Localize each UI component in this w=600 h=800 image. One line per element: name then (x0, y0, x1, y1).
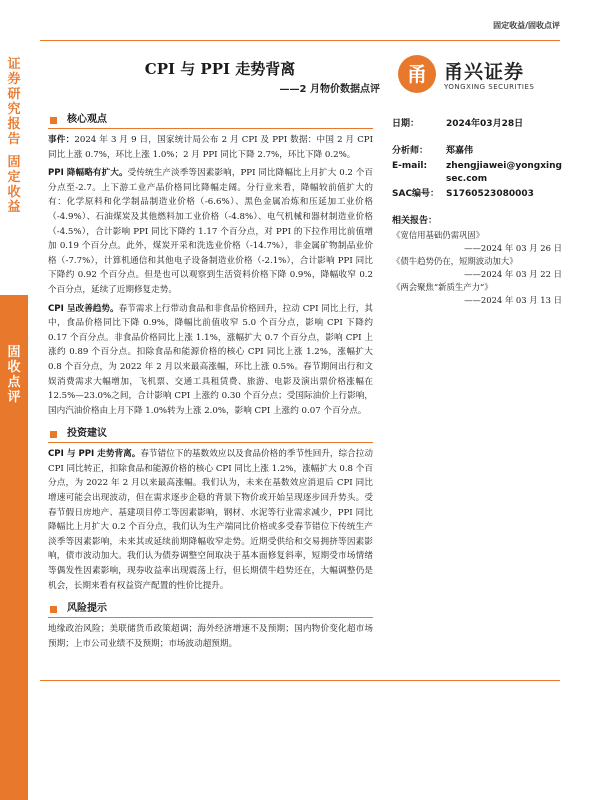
square-bullet-icon (50, 117, 57, 124)
related-report-date: ——2024 年 03 月 13 日 (464, 294, 562, 305)
square-bullet-icon (50, 431, 57, 438)
paragraph (48, 622, 373, 651)
related-report-title: 《宽信用基础仍需巩固》 (392, 230, 485, 240)
section-heading-label: 核心观点 (67, 113, 107, 125)
section-heading-label: 投资建议 (67, 427, 107, 439)
paragraph-text: 地缘政治风险；美联储货币政策超调；海外经济增速不及预期；国内物价变化超市场预期；上市公司业绩不及预期；市场波动超预期。 (48, 624, 373, 649)
paragraph-lead: CPI 与 PPI 走势背离。 (48, 449, 141, 460)
analyst-value: 郑嘉伟 (446, 146, 474, 156)
sidebar-label-research: 证券研究报告 (7, 57, 21, 147)
sidebar-top-block (0, 45, 28, 295)
related-report-title: 《两会聚焦“新质生产力”》 (392, 282, 493, 292)
main-content (48, 112, 373, 655)
logo-mark-icon: 甬 (398, 55, 436, 93)
sac-label: SAC编号： (392, 189, 440, 199)
paragraph-lead: CPI 呈改善趋势。 (48, 303, 119, 314)
email-row (392, 160, 562, 186)
section-heading-core (48, 112, 373, 129)
paragraph (48, 302, 373, 419)
sidebar-label-fixed-income: 固定收益 (7, 155, 21, 215)
sac-value: S1760523080003 (446, 189, 534, 199)
company-logo (398, 55, 568, 103)
paragraph-text: 受传统生产淡季等因素影响，PPI 同比降幅比上月扩大 0.2 个百分点至-2.7。上下游工业产品价格同比降幅走阔。分行业来看，降幅较前值扩大的有：化学原料和化学制品制造业价格（-6.6%）、黑色金属冶炼和压延加工业价格（-4.9%）、石油煤炭及其他燃料加工业价格（-4.8%）、电气机械和器材制造业价格（-4.5%），合计影响 PPI 同比下降约 1.17 个百分点，对 PPI 的下拉作用比前值增加 0.19 个百分点。此外，煤炭开采和洗选业价格（-14.7%），非金属矿物制品业价格（-7.7%），计算机通信和其他电子设备制造业价格（-2.1%），合计影响 PPI 同比下降约 0.92 个百分点。但是也可以观察到生活资料价格下降 0.9%，降幅收窄 0.2 个百分点，延续了近期修复走势。 (48, 168, 373, 295)
paragraph (48, 166, 373, 297)
logo-name-en: YONGXING SECURITIES (444, 83, 535, 91)
paragraph (48, 447, 373, 593)
section-heading-risk (48, 601, 373, 618)
related-report-item[interactable] (392, 255, 562, 280)
square-bullet-icon (50, 606, 57, 613)
logo-name-cn: 甬兴证券 (444, 61, 525, 83)
related-report-item[interactable] (392, 229, 562, 254)
date-row (392, 118, 562, 131)
paragraph-text: 春节需求上行带动食品和非食品价格回升，拉动 CPI 同比上行，其中，食品价格同比下降 0.9%，降幅比前值收窄 5.0 个百分点，影响 CPI 下降约 0.17 个百分点。非食品价格同比上涨 1.1%，涨幅扩大 0.7 个百分点，影响 CPI 上涨约 0.89 个百分点。扣除食品和能源价格的核心 CPI 同比上涨 1.2%，涨幅扩大 0.8 个百分点，为 2022 年 2 月以来最高涨幅，环比上涨 0.5%。春节期间出行和文娱消费需求大幅增加，飞机票、交通工具租赁费、旅游、电影及演出票价格涨幅在 12.5%—23.0%之间，合计影响 CPI 上涨约 0.30 个百分点；受国际油价上行影响，国内汽油价格由上月下降 1.0%转为上涨 2.0%，影响 CPI 上涨约 0.07 个百分点。 (48, 303, 374, 416)
paragraph-text: 2024 年 3 月 9 日，国家统计局公布 2 月 CPI 及 PPI 数据：中国 2 月 CPI 同比上涨 0.7%，环比上涨 1.0%；2 月 PPI 同比下降 2.7%，环比下降 0.2%。 (48, 135, 373, 160)
page-subtitle: ——2 月物价数据点评 (279, 84, 380, 95)
sidebar-label-comment: 固收点评 (7, 345, 21, 405)
related-report-date: ——2024 年 03 月 26 日 (464, 242, 562, 253)
sac-row (392, 188, 562, 201)
related-report-date: ——2024 年 03 月 22 日 (464, 268, 562, 279)
related-report-title: 《债牛趋势仍在，短期波动加大》 (392, 256, 518, 266)
sidebar-orange-block (0, 295, 28, 800)
related-reports-title: 相关报告： (392, 216, 438, 226)
paragraph-text: 春节错位下的基数效应以及食品价格的季节性回升，综合拉动 CPI 同比转正，扣除食品和能源价格的核心 CPI 同比上涨 1.2%，涨幅扩大 0.8 个百分点，为 2022 年 2 月以来最高涨幅。我们认为，未来在基数效应消退后 CPI 同比增速可能会出现波动，但在需求逐步企稳的背景下物价或开始呈现逐步回升势头。受春节假日房地产、基建项目停工等因素影响，钢材、水泥等行业需求减少，PPI 同比降幅比上月扩大 0.2 个百分点，我们认为生产端同比价格或多受春节错位下传统生产淡季等因素影响，未来其或延续前期降幅收窄走势。近期受供给和交易拥挤等因素影响，债市波动加大。我们认为债券调整空间取决于基本面修复斜率，短期受市场情绪等偶发性因素影响，现券收益率出现震荡上行，但长期债牛趋势还在，大幅调整仍是机会，长期来看有权益资产配置的性价比提升。 (48, 449, 373, 591)
section-heading-advice (48, 426, 373, 443)
paragraph-lead: 事件： (48, 135, 75, 145)
date-value: 2024年03月28日 (446, 119, 524, 129)
info-panel (392, 118, 562, 307)
section-heading-label: 风险提示 (67, 602, 107, 614)
page-title: CPI 与 PPI 走势背离 (144, 60, 296, 78)
related-report-item[interactable] (392, 281, 562, 306)
top-divider (40, 40, 560, 41)
paragraph (48, 133, 373, 162)
date-label: 日期： (392, 119, 420, 129)
email-link[interactable]: zhengjiawei@yongxingsec.com (446, 161, 562, 184)
analyst-label: 分析师： (392, 146, 429, 156)
bottom-divider (40, 680, 560, 681)
report-category: 固定收益/固收点评 (493, 21, 560, 30)
paragraph-lead: PPI 降幅略有扩大。 (48, 168, 128, 179)
analyst-row (392, 145, 562, 158)
email-label: E-mail: (392, 161, 428, 171)
